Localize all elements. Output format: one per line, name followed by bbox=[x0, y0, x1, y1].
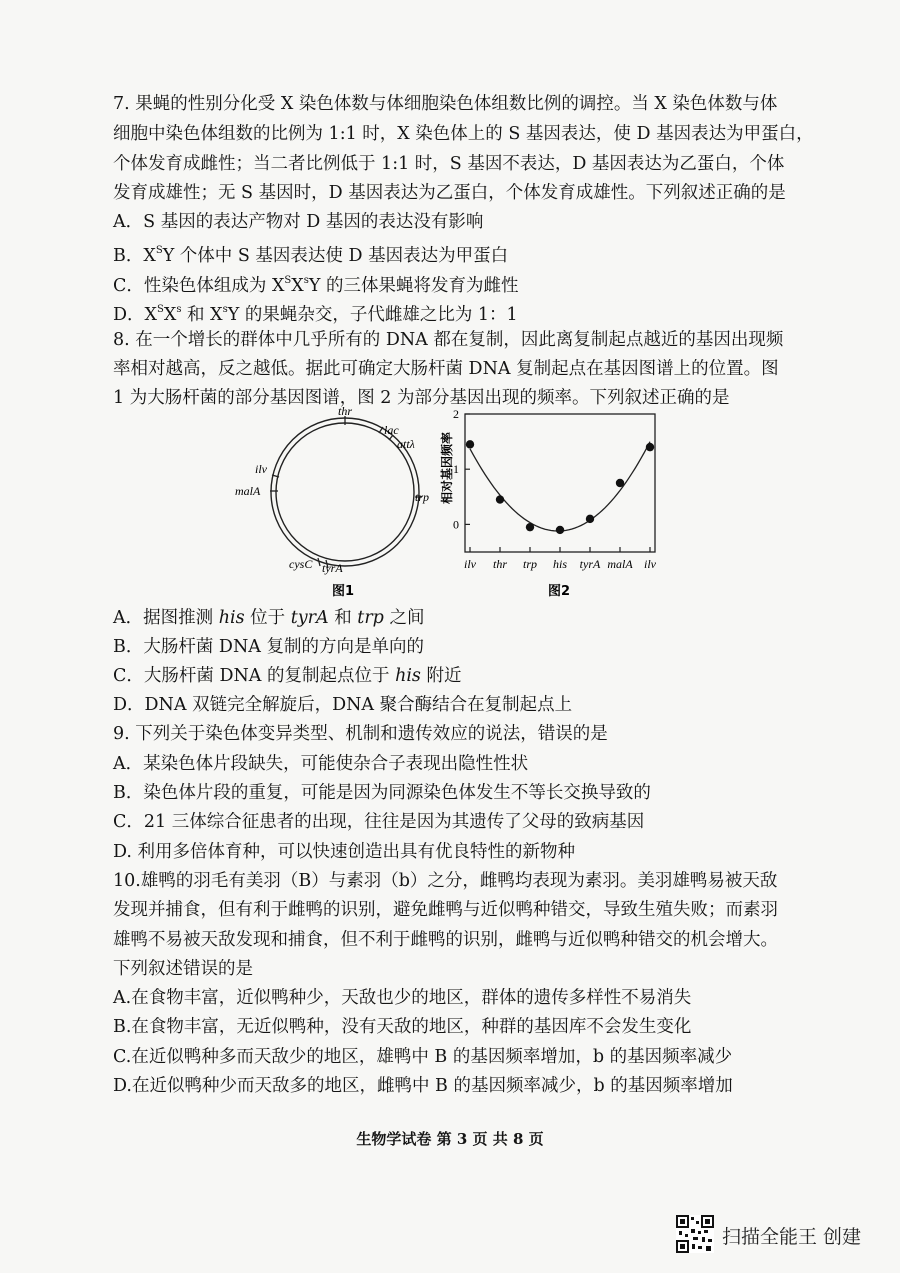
q7-stem-line-2: 细胞中染色体组数的比例为 1:1 时，X 染色体上的 S 基因表达，使 D 基因表达为甲蛋白， bbox=[113, 124, 814, 144]
figure-1 bbox=[235, 404, 429, 599]
fit-curve bbox=[470, 442, 650, 531]
q7-option-c: C．性染色体组成为 $X^SX^sY$ 的三体果蝇将发育为雌性 bbox=[113, 275, 519, 296]
gene-label-att: attλ bbox=[397, 437, 415, 451]
chromosome-inner-ring bbox=[276, 423, 414, 561]
data-point-trp bbox=[526, 523, 534, 531]
q8-stem-line-3: 1 为大肠杆菌的部分基因图谱，图 2 为部分基因出现的频率。下列叙述正确的是 bbox=[113, 388, 730, 408]
q8-option-b: B．大肠杆菌 DNA 复制的方向是单向的 bbox=[113, 637, 424, 657]
q10-option-d: D.在近似鸭种少而天敌多的地区，雌鸭中 B 的基因频率减少，b 的基因频率增加 bbox=[113, 1076, 733, 1096]
x-tick-label-tyrA: tyrA bbox=[579, 557, 601, 571]
figure-2-chart bbox=[439, 407, 657, 599]
q8-option-c: C．大肠杆菌 DNA 的复制起点位于 his 附近 bbox=[113, 666, 462, 686]
x-tick-label-thr: thr bbox=[492, 557, 508, 571]
gene-label-thr: thr bbox=[338, 404, 353, 418]
data-point-tyrA bbox=[586, 515, 594, 523]
q9-stem: 9. 下列关于染色体变异类型、机制和遗传效应的说法，错误的是 bbox=[113, 724, 608, 744]
q7-stem-line-1: 7. 果蝇的性别分化受 X 染色体数与体细胞染色体组数比例的调控。当 X 染色体数与体 bbox=[113, 94, 778, 114]
x-tick-label-trp: trp bbox=[522, 557, 538, 571]
q9-option-d: D. 利用多倍体育种，可以快速创造出具有优良特性的新物种 bbox=[113, 842, 576, 862]
figure-svg bbox=[225, 402, 675, 602]
x-tick-label-ilv: ilv bbox=[644, 557, 656, 571]
q10-option-c: C.在近似鸭种多而天敌少的地区，雄鸭中 B 的基因频率增加，b 的基因频率减少 bbox=[113, 1047, 733, 1067]
x-tick-label-ilv: ilv bbox=[464, 557, 476, 571]
q7-option-a: A．S 基因的表达产物对 D 基因的表达没有影响 bbox=[113, 212, 484, 232]
q10-stem-line-3: 雄鸭不易被天敌发现和捕食，但不利于雌鸭的识别，雌鸭与近似鸭种错交的机会增大。 bbox=[113, 930, 778, 950]
gene-label-ilv: ilv bbox=[255, 462, 267, 476]
q7-stem-line-4: 发育成雄性；无 S 基因时，D 基因表达为乙蛋白，个体发育成雄性。下列叙述正确的是 bbox=[113, 183, 786, 203]
qr-code-icon bbox=[676, 1215, 714, 1253]
gene-label-tyrA: tyrA bbox=[322, 561, 343, 575]
y-tick-label: 2 bbox=[453, 407, 459, 421]
data-point-thr bbox=[496, 495, 504, 503]
q9-option-c: C．21 三体综合征患者的出现，往往是因为其遗传了父母的致病基因 bbox=[113, 812, 645, 832]
q7-stem-line-3: 个体发育成雌性；当二者比例低于 1:1 时，S 基因不表达，D 基因表达为乙蛋白，个体 bbox=[113, 154, 785, 174]
data-point-his bbox=[556, 526, 564, 534]
data-point-malA bbox=[616, 479, 624, 487]
y-tick-label: 0 bbox=[453, 517, 459, 532]
q10-option-b: B.在食物丰富，无近似鸭种，没有天敌的地区，种群的基因库不会发生变化 bbox=[113, 1017, 692, 1037]
gene-label-cysC: cysC bbox=[289, 557, 313, 571]
figures bbox=[225, 402, 675, 602]
data-point-ilv bbox=[466, 440, 474, 448]
q9-option-a: A．某染色体片段缺失，可能使杂合子表现出隐性性状 bbox=[113, 754, 529, 774]
gene-label-malA: malA bbox=[235, 484, 261, 498]
gene-label-trp: trp bbox=[415, 490, 430, 504]
q8-stem-line-1: 8. 在一个增长的群体中几乎所有的 DNA 都在复制，因此离复制起点越近的基因出现频 bbox=[113, 330, 784, 350]
data-point-ilv bbox=[646, 443, 654, 451]
gene-label-lac: lac bbox=[384, 423, 399, 437]
q10-option-a: A.在食物丰富，近似鸭种少，天敌也少的地区，群体的遗传多样性不易消失 bbox=[113, 988, 692, 1008]
q7-option-d: D．$X^SX^s$ 和 $X^sY$ 的果蝇杂交，子代雌雄之比为 1：1 bbox=[113, 304, 518, 325]
y-tick-label: 1 bbox=[453, 462, 459, 477]
q8-option-d: D．DNA 双链完全解旋后，DNA 聚合酶结合在复制起点上 bbox=[113, 695, 573, 715]
scanner-watermark: 扫描全能王 创建 bbox=[722, 1226, 862, 1248]
x-tick-label-his: his bbox=[552, 557, 568, 571]
q8-option-a: A．据图推测 his 位于 tyrA 和 trp 之间 bbox=[113, 608, 425, 628]
q7-option-b: B．$X^SY$ 个体中 S 基因表达使 D 基因表达为甲蛋白 bbox=[113, 245, 509, 266]
figure-2-caption: 图2 bbox=[548, 584, 571, 599]
y-axis-label: 相对基因频率 bbox=[440, 431, 454, 505]
figure-1-caption: 图1 bbox=[332, 584, 355, 599]
q10-stem-line-4: 下列叙述错误的是 bbox=[113, 959, 253, 979]
q10-stem-line-2: 发现并捕食，但有利于雌鸭的识别，避免雌鸭与近似鸭种错交，导致生殖失败；而素羽 bbox=[113, 900, 778, 920]
q10-stem-line-1: 10.雄鸭的羽毛有美羽（B）与素羽（b）之分，雌鸭均表现为素羽。美羽雄鸭易被天敌 bbox=[113, 871, 778, 891]
q9-option-b: B．染色体片段的重复，可能是因为同源染色体发生不等长交换导致的 bbox=[113, 783, 651, 803]
x-tick-label-malA: malA bbox=[607, 557, 633, 571]
q8-stem-line-2: 率相对越高，反之越低。据此可确定大肠杆菌 DNA 复制起点在基因图谱上的位置。图 bbox=[113, 359, 779, 379]
page-footer: 生物学试卷 第 3 页 共 8 页 bbox=[356, 1130, 544, 1148]
